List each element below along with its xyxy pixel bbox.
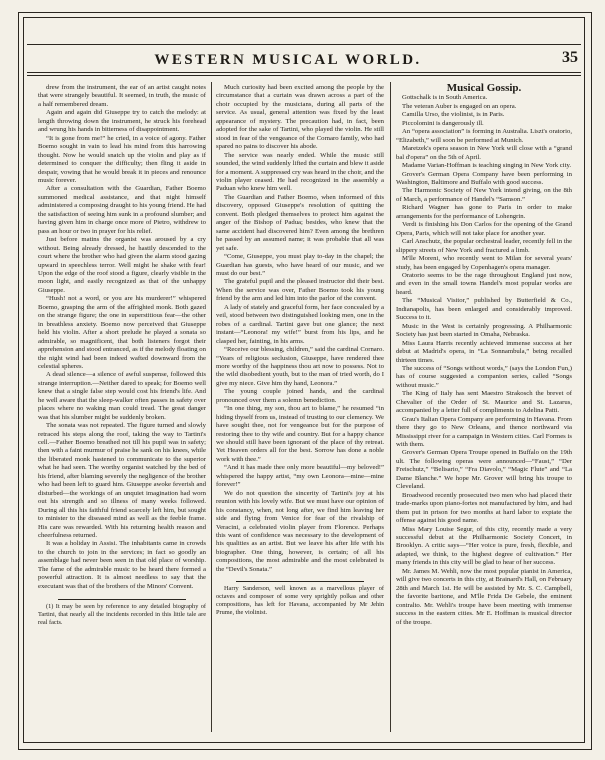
paragraph: The Guardian and Father Boemo, when informed of this discovery, opposed Giuseppe's resolution of quitting the convent. Both pledged themselves to protect him against the anger of the Bishop of Padua; besides, who knew that the same accident had discovered him? Even among the brethren he passed by an assumed name; it was probable that all was yet safe. — [216, 193, 384, 252]
paragraph: The sonata was not repeated. The figure turned and slowly retraced his steps along the roof, taking the way to Tartini's cell.—Father Boemo breathed not till his pupil was in safety; then with a faint murmur of praise he sank on his knees, while the liberated monk hastened to communicate to the superior what he had seen. The worthy organist watched by the bed of his friend, after blaming severely the negligence of the brother who had been left to guard him. Giuseppe awoke feverish and disturbed—the workings of an unquiet imagination had worn out his strength and so illness of many weeks followed. During all this his faithful friend scarcely left him, but sought to minister to the diseased mind as well as the feeble frame. His care was rewarded. With his returning health reason and cheerfulness returned. — [38, 422, 206, 540]
paragraph: We do not question the sincerity of Tartini's joy at his reunion with his lovely wife. But we must have our opinion of his constancy, when, not long after, we find him leaving her side and flying from Venice for fear of the rivalship of Veracini, a celebrated violin player from Florence. Perhaps this want of confidence was necessary to the development of his qualities as an artist. But we leave his after life with his biographer. One thing, however, is certain; of all his compositions, the most admirable and the most celebrated is the “Devil's Sonata.” — [216, 489, 384, 573]
gossip-item: Grover's German Opera Troupe opened in Buffalo on the 19th ult. The following operas were announced—“Faust,” “Der Freischutz,” “Belisario,” “Fra Diavolo,” “Magic Flute” and “La Dame Blanche.” We hope Mr. Grover will bring his troupe to Cleveland. — [396, 449, 572, 491]
footnote-separator — [58, 595, 186, 600]
musical-gossip-column — [396, 84, 572, 734]
section-title: Musical Gossip. — [446, 82, 522, 94]
story-column-middle — [216, 84, 384, 744]
paragraph: It was a holiday in Assisi. The inhabitants came in crowds to the church to join in the services; in fact so goodly an assemblage had never been seen in that old place of worship. The fame of the admirable music to be heard there formed a powerful attraction. It is almost needless to say that the executant was that of the brothers of the Minors' Convent. — [38, 540, 206, 590]
gossip-item: Gottschalk is in South America. — [402, 94, 488, 102]
gossip-item: Richard Wagner has gone to Paris in order to make arrangements for the performance of Lohengrin. — [396, 204, 572, 220]
gossip-item: The success of “Songs without words,” (says the London Fun,) has of course suggested a companion series, called “Songs without music.” — [396, 364, 572, 389]
gossip-item: Verdi is finishing his Don Carlos for the opening of the Grand Opera, Paris, which will not take place for another year. — [396, 221, 572, 237]
gossip-item: Grau's Italian Opera Company are performing in Havana. From there they go to New Orleans, and thence northward via Mississippi river for a campaign in Western cities. Carl Formes is with them. — [396, 415, 573, 449]
gossip-item: M'lle Moreni, who recently went to Milan for several years' study, has been engaged by Copenhagen's opera manager. — [396, 255, 572, 271]
gossip-item: Music in the West is certainly progressing. A Philharmonic Society has just been started in Omaha, Nebraska. — [396, 322, 572, 339]
gossip-item: The Harmonic Society of New York intend giving, on the 8th of March, a performance of Handel's “Samson.” — [396, 187, 572, 203]
paragraph: “And it has made thee only more beautiful—my beloved!” whispered the happy artist, “my own Leonora—mine—mine forever!” — [216, 464, 384, 489]
header-top-rule — [27, 44, 581, 45]
page-number: 35 — [562, 49, 578, 66]
gossip-item: Miss Mary Louise Segur, of this city, recently made a very successful debut at the Philharmonic Society Concert, in Brooklyn. A critic says—“Her voice is pure, fresh, flexible, and adapted, we think, to the highest degree of cultivation.” Her many friends in this city will be glad to hear of her success. — [396, 525, 572, 567]
gossip-item: Grover's German Opera Company have been performing in Washington, Baltimore and Buffalo with good success. — [396, 170, 572, 186]
footnote: (1) It may be seen by reference to any detailed biography of Tartini, that nearly all the incidents recorded in this little tale are real facts. — [38, 603, 206, 626]
journal-title: WESTERN MUSICAL WORLD. — [154, 52, 422, 68]
paragraph: The young couple joined hands, and the cardinal pronounced over them a solemn benediction. — [216, 388, 384, 404]
gossip-item: The King of Italy has sent Maestro Strakosch the brevet of Chevalier of the Order of St. Maurice and St. Lazarus, accompanied by a letter full of compliments to Adelina Patti. — [396, 390, 572, 415]
gossip-item: Broadwood recently prosecuted two men who had placed their trade-marks upon piano-fortes not manufactured by him, and had them put in prison for two months at hard labor to expiate the offense against his good name. — [396, 491, 572, 525]
paragraph: “Hush! not a word, or you are his murderer!” whispered Boemo, grasping the arm of the affrighted monk. Both gazed on the strange figure; the one in superstitious fear—the other in breathless anxiety. Boemo now perceived that Giuseppe held his violin. After a short prelude he played a sonata so admirable, so magnificent, that both listeners forgot their apprehension and stood entranced, as if the melody floating on the night wind had been indeed wafted downward from the celestial spheres. — [38, 295, 206, 370]
news-item: Harry Sanderson, well known as a marvellous player of octaves and composer of some very sprightly polkas and other compositions, has left for Havana, accompanied by Mr Jehin Prume, the violinist. — [216, 585, 384, 616]
paragraph: “Receive our blessing, children,” said the cardinal Cornaro. “Years of religious seclusion, Giuseppe, have rendered thee more worthy of the happiness thou art now to possess. Not to the wild disobedient youth, but to the man of tried worth, do I give my niece. Give him thy hand, Leonora.” — [216, 346, 384, 387]
column-divider-2 — [390, 82, 391, 732]
magazine-page — [18, 12, 592, 750]
paragraph: The grateful pupil and the pleased instructor did their best. When the service was over, Father Boemo took his young friend by the arm and led him into the parlor of the convent. — [216, 278, 384, 303]
gossip-item: Mr. James M. Wehli, now the most popular pianist in America, will give two concerts in this city, at Brainard's Hall, on February 28th and March 1st. He will be assisted by Mr. S. C. Campbell, the favorite baritone, and M'lle Frida De Gebele, the eminent contralto. Mr. Wehli's troupe have been meeting with immense success in the eastern cities. Mr E. Hoffman is musical director of the troupe. — [396, 567, 572, 626]
paragraph: After a consultation with the Guardian, Father Boemo summoned medical assistance, and that night himself administered a composing draught to his young friend. He had the satisfaction of seeing him sunk in a profound slumber; and having given him in charge once more of Pietro, withdrew to pass an hour or two in prayer for his relief. — [38, 185, 206, 235]
paragraph: A dead silence—a silence of awful suspense, followed this strange interruption.—Neither dared to speak; for Boemo well knew that a single false step would cost his friend's life. And he well aware that the sleep-walker often passes in safety over places where no waking man could tread. The great danger was that his slumber might be suddenly broken. — [38, 371, 206, 421]
column-divider-1 — [211, 82, 212, 732]
gossip-item: Madame Varian-Hoffman is teaching singing in New York city. — [402, 162, 572, 170]
gossip-item: Oratorio seems to be the rage throughout England just now, and even in the small towns Handel's most popular works are heard. — [396, 271, 572, 296]
paragraph: “In one thing, my son, thou art to blame,” he resumed “in hiding thyself from us, instead of trusting to our clemency. We have sought thee, not for vengeance but for the purpose of restoring thee to thy wife and country. But for a happy chance we should still have been ignorant of the place of thy retreat. Yet Heaven orders all for the best. Sorrow has done a noble work with thee.” — [216, 405, 384, 463]
paragraph: A lady of stately and graceful form, her face concealed by a veil, stood between two distinguished looking men, one in the robes of a cardinal. Tartini gave but one glance; the next instant—“Leonora! my wife!” burst from his lips, and he clasped her, fainting, in his arms. — [216, 303, 384, 345]
gossip-item: The “Musical Visitor,” published by Butterfield & Co., Indianapolis, has been enlarged and considerably improved. Success to it. — [396, 297, 572, 322]
header-bottom-rule — [27, 72, 581, 73]
gossip-item: Miss Laura Harris recently achieved immense success at her debut at Madrid's opera, in “La Sonnambula,” being recalled thirteen times. — [396, 339, 572, 364]
story-column-left — [38, 84, 206, 734]
gossip-item: Maretzek's opera season in New York will close with a “grand bal d'opera” on the 5th of April. — [396, 145, 572, 161]
paragraph: Again and again did Giuseppe try to catch the melody: at length throwing down the instrument, he struck his forehead and wrung his hands in bitterness of disappointment. — [38, 109, 206, 134]
gossip-item: The veteran Auber is engaged on an opera. — [402, 102, 517, 110]
gossip-item: An “opera association” is forming in Australia. Liszt's oratorio, “Elizabeth,” will soon be performed at Munich. — [396, 128, 572, 144]
section-separator — [236, 577, 364, 582]
gossip-item: Piccolomini is dangerously ill. — [402, 119, 484, 127]
paragraph: The service was nearly ended. While the music still sounded, the wind suddenly lifted the curtain and blew it aside for a moment. A suppressed cry was heard in the choir, and the violin player ceased. He had recognized in the assembly a Paduan who knew him well. — [216, 151, 384, 193]
paragraph: Much curiosity had been excited among the people by the circumstance that a curtain was drawn across a part of the choir occupied by the musicians, during all parts of the service. As usual, general attention was fixed by the least appearance of mystery. The precaution had, in fact, been adopted for the sake of Tartini, who played the violin. He still stood in fear of the vengeance of the Cornaro family, who had spared no pains to discover his abode. — [216, 84, 384, 151]
header-bottom-rule-2 — [27, 75, 581, 76]
paragraph: “Come, Giuseppe, you must play to-day in the chapel; the Guardian has guests, who have heard of our music, and we must do our best.” — [216, 253, 384, 277]
paragraph: Just before matins the organist was aroused by a cry without. Being already dressed, he hastily descended to the court where the brother who had given the alarm stood gazing upward in speechless terror. Well might he shake with fear! Upon the edge of the roof stood a figure, clearly visible in the moon light, and easily recognized as that of the unhappy Giuseppe. — [38, 236, 206, 294]
paragraph: “It is gone from me!” he cried, in a voice of agony. Father Boemo sought in vain to lead his mind from this harrowing thought. Now he would snatch up the violin and play as if determined to conquer the difficulty; then fling it aside in despair, vowing that he would break it in pieces and renounce music forever. — [38, 134, 206, 184]
paragraph: drew from the instrument, the ear of an artist caught notes that were strangely beautiful. It seemed, in truth, the music of a half remembered dream. — [38, 84, 206, 108]
gossip-item: Carl Anschutz, the popular orchestral leader, recently fell in the slippery streets of New York and fractured a limb. — [396, 238, 572, 254]
gossip-item: Camilla Urso, the violinist, is in Paris. — [402, 111, 505, 119]
